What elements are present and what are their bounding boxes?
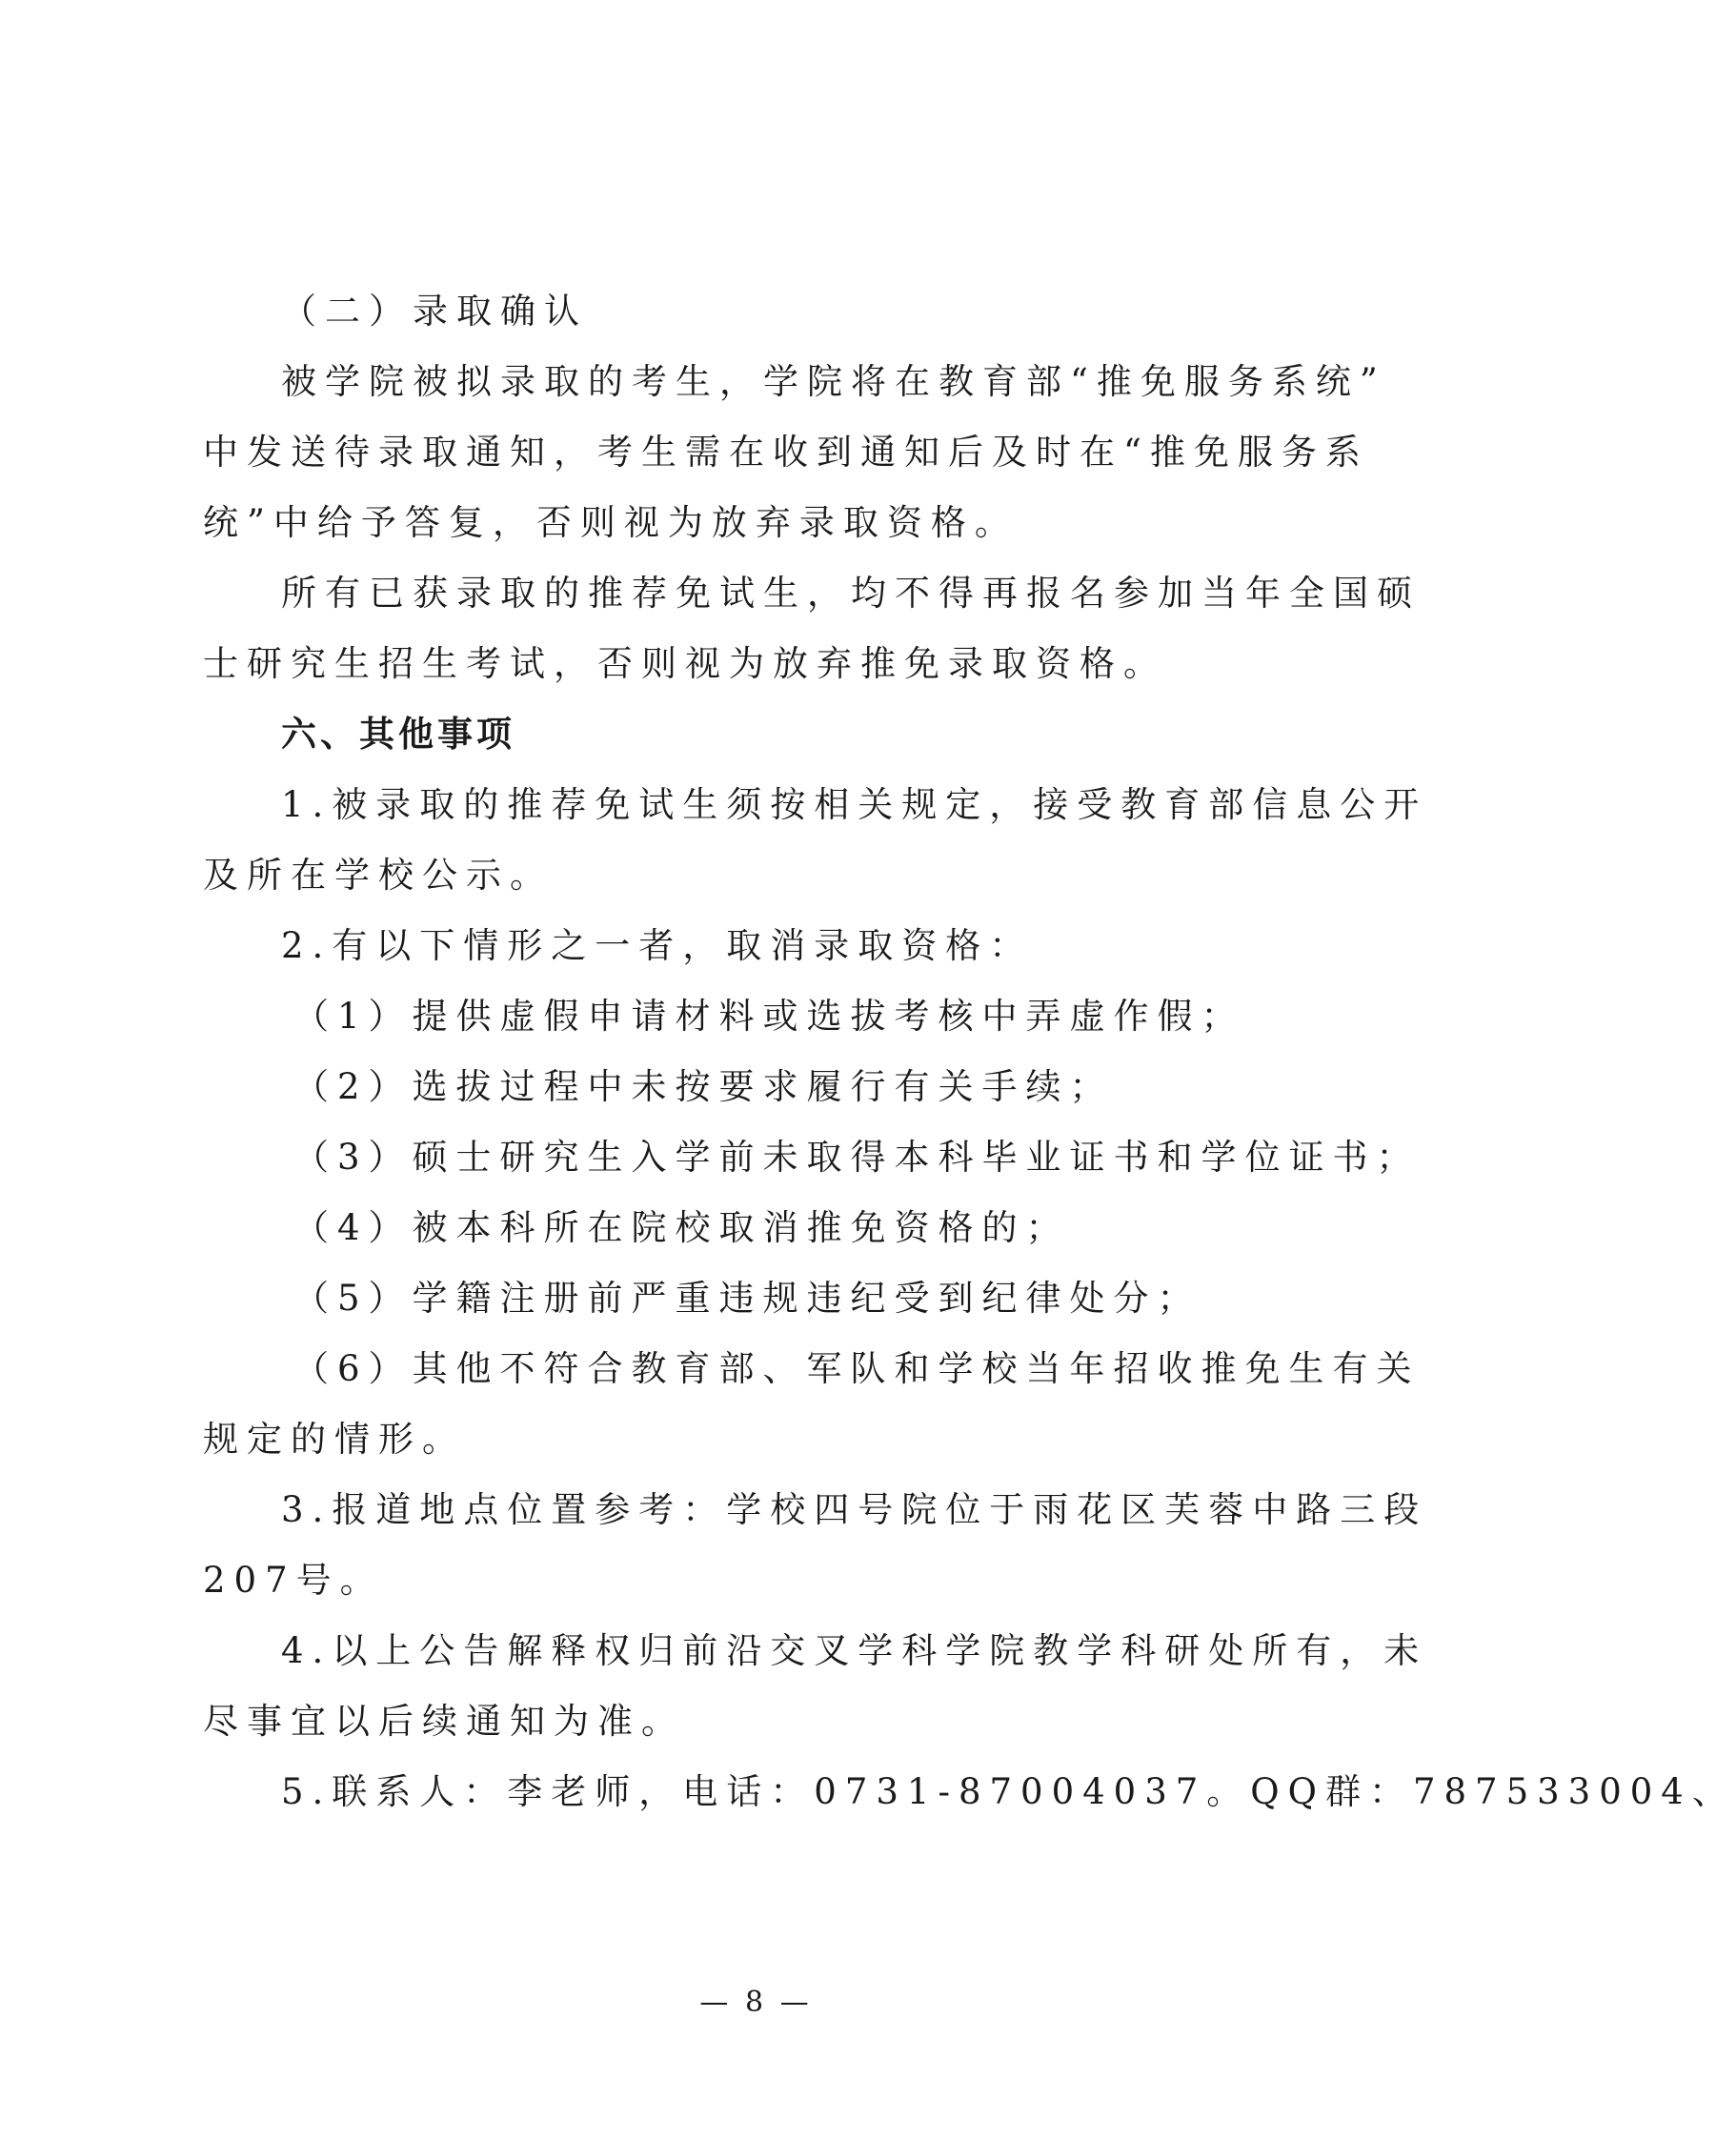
sub-item-line: （3）硕士研究生入学前未取得本科毕业证书和学位证书； bbox=[293, 1137, 1421, 1178]
list-item-line: 1.被录取的推荐免试生须按相关规定，接受教育部信息公开 bbox=[281, 784, 1428, 825]
list-item-line: 207号。 bbox=[203, 1560, 384, 1601]
sub-item-line: （4）被本科所在院校取消推免资格的； bbox=[293, 1207, 1070, 1248]
paragraph-line: 士研究生招生考试，否则视为放弃推免录取资格。 bbox=[203, 643, 1167, 684]
paragraph-line: 统”中给予答复，否则视为放弃录取资格。 bbox=[203, 502, 1019, 543]
paragraph-line: 所有已获录取的推荐免试生，均不得再报名参加当年全国硕 bbox=[281, 573, 1421, 614]
sub-item-line: 规定的情形。 bbox=[203, 1419, 466, 1460]
paragraph-line: 被学院被拟录取的考生，学院将在教育部“推免服务系统” bbox=[281, 361, 1386, 402]
list-item-line: 尽事宜以后续通知为准。 bbox=[203, 1701, 685, 1742]
list-item-line: 及所在学校公示。 bbox=[203, 855, 554, 896]
sub-item-line: （1）提供虚假申请材料或选拔考核中弄虚作假； bbox=[293, 996, 1245, 1037]
list-item-line: 4.以上公告解释权归前沿交叉学科学院教学科研处所有，未 bbox=[281, 1630, 1428, 1671]
sub-item-line: （2）选拔过程中未按要求履行有关手续； bbox=[293, 1066, 1114, 1107]
section-heading-other-matters: 六、其他事项 bbox=[281, 714, 515, 755]
list-item-line: 2.有以下情形之一者，取消录取资格： bbox=[281, 925, 1034, 966]
contact-line: 5.联系人：李老师，电话：0731-87004037。QQ群：787533004、 bbox=[281, 1771, 1736, 1812]
sub-item-line: （6）其他不符合教育部、军队和学校当年招收推免生有关 bbox=[293, 1348, 1421, 1389]
list-item-line: 3.报道地点位置参考：学校四号院位于雨花区芙蓉中路三段 bbox=[281, 1489, 1428, 1530]
sub-item-line: （5）学籍注册前严重违规违纪受到纪律处分； bbox=[293, 1278, 1201, 1319]
page-number: — 8 — bbox=[699, 1986, 813, 2019]
section-heading-admission-confirmation: （二）录取确认 bbox=[281, 291, 588, 332]
document-body bbox=[203, 276, 1736, 1827]
paragraph-line: 中发送待录取通知，考生需在收到通知后及时在“推免服务系 bbox=[203, 432, 1369, 473]
